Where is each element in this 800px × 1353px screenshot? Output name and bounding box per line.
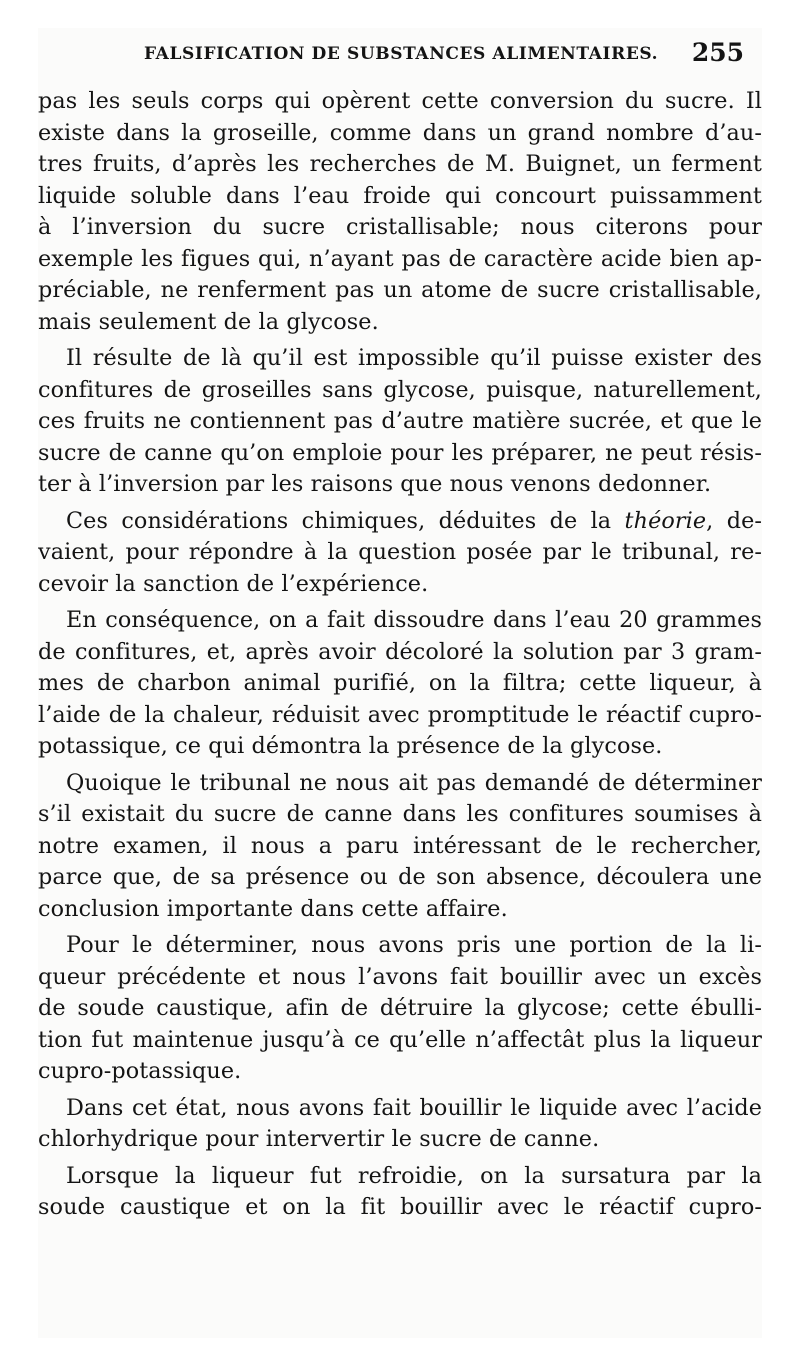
text-line: existe dans la groseille, comme dans un grand nombre d’au- <box>38 119 762 146</box>
text-line: mais seulement de la glycose. <box>38 308 379 335</box>
text-line: Ces considérations chimiques, déduites de la théorie, de- <box>66 507 762 534</box>
book-page <box>38 28 762 1338</box>
paragraph <box>38 768 762 926</box>
text-line: de confitures, et, après avoir décoloré la solution par 3 gram- <box>38 638 762 665</box>
text-line: ter à l’inversion par les raisons que nous venons dedonner. <box>38 471 712 497</box>
text-line: potassique, ce qui démontra la présence de la glycose. <box>38 733 663 759</box>
paragraph <box>38 605 762 763</box>
text-line: Pour le déterminer, nous avons pris une portion de la li- <box>66 932 762 958</box>
text-line: s’il existait du sucre de canne dans les confitures soumises à <box>38 801 762 827</box>
paragraph <box>38 1093 762 1156</box>
text-line: En conséquence, on a fait dissoudre dans l’eau 20 grammes <box>66 607 762 633</box>
text-line: l’aide de la chaleur, réduisit avec promptitude le réactif cupro- <box>38 701 762 728</box>
body-text <box>38 86 762 1229</box>
text-line: cupro-potassique. <box>38 1058 242 1084</box>
text-line: soude caustique et on la fit bouillir avec le réactif cupro- <box>38 1194 762 1220</box>
text-line: préciable, ne renferment pas un atome de sucre cristallisable, <box>38 277 762 303</box>
text-line: mes de charbon animal purifié, on la filtra; cette liqueur, à <box>38 670 762 696</box>
page-header <box>144 36 744 76</box>
paragraph <box>38 1161 762 1224</box>
text-line: exemple les figues qui, n’ayant pas de caractère acide bien ap- <box>38 245 762 272</box>
text-line: sucre de canne qu’on emploie pour les préparer, ne peut résis- <box>38 439 762 466</box>
text-line: Quoique le tribunal ne nous ait pas demandé de déterminer <box>66 769 762 796</box>
text-line: vaient, pour répondre à la question posée par le tribunal, re- <box>38 539 762 565</box>
text-line: queur précédente et nous l’avons fait bouillir avec un excès <box>38 963 762 990</box>
text-line: parce que, de sa présence ou de son absence, découlera une <box>38 864 762 890</box>
text-line: Dans cet état, nous avons fait bouillir le liquide avec l’acide <box>66 1094 762 1121</box>
text-line: à l’inversion du sucre cristallisable; nous citerons pour <box>38 214 762 240</box>
text-line: notre examen, il nous a paru intéressant de le rechercher, <box>38 832 762 859</box>
text-line: de soude caustique, afin de détruire la glycose; cette ébulli- <box>38 995 762 1021</box>
text-line: tres fruits, d’après les recherches de M. Buignet, un ferment <box>38 151 762 177</box>
text-line: conclusion importante dans cette affaire. <box>38 895 508 922</box>
paragraph <box>38 86 762 338</box>
page-number: 255 <box>691 38 744 67</box>
text-line: cevoir la sanction de l’expérience. <box>38 570 429 597</box>
paragraph <box>38 506 762 601</box>
text-line: Il résulte de là qu’il est impossible qu’il puisse exister des <box>66 345 762 371</box>
text-line: chlorhydrique pour intervertir le sucre de canne. <box>38 1126 600 1152</box>
paragraph <box>38 343 762 501</box>
text-line: confitures de groseilles sans glycose, puisque, naturellement, <box>38 376 762 403</box>
text-line: pas les seuls corps qui opèrent cette conversion du sucre. Il <box>38 88 762 114</box>
text-line: liquide soluble dans l’eau froide qui concourt puissamment <box>38 182 762 209</box>
paragraph <box>38 930 762 1088</box>
text-line: tion fut maintenue jusqu’à ce qu’elle n’affectât plus la liqueur <box>38 1026 762 1053</box>
text-line: Lorsque la liqueur fut refroidie, on la sursatura par la <box>66 1162 762 1189</box>
text-line: ces fruits ne contiennent pas d’autre matière sucrée, et que le <box>38 408 762 434</box>
running-head: FALSIFICATION DE SUBSTANCES ALIMENTAIRES. <box>144 44 659 64</box>
